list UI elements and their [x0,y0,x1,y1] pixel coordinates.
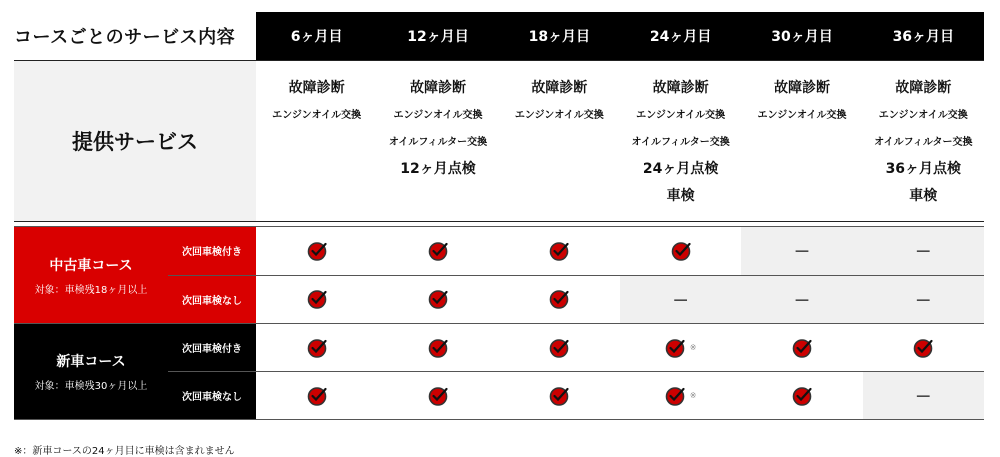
table-row [168,227,984,275]
included-cell [377,276,498,324]
check-circle-icon [307,386,327,406]
service-item: 36ヶ月点検 [885,161,962,177]
service-item: 故障診断 [288,80,345,96]
course-block-used [14,227,984,323]
check-circle-icon [428,289,448,309]
not-included-cell [741,227,862,275]
inspection-option-label: 次回車検付き [168,227,256,275]
check-circle-icon [307,338,327,358]
check-circle-icon [428,241,448,261]
service-item: エンジンオイル交換 [514,110,604,121]
included-cell [256,324,377,371]
course-name-cell [14,227,168,323]
dash-mark: － [915,290,932,310]
course-target: 対象：車検残30ヶ月以上 [34,381,148,392]
dash-mark: － [915,242,932,262]
month-header: 36ヶ月目 [863,12,984,60]
course-name: 新車コース [56,354,126,370]
not-included-cell [620,276,741,324]
service-item: エンジンオイル交換 [636,110,726,121]
inspection-option-label: 次回車検なし [168,372,256,419]
table-row [168,324,984,371]
included-cell [620,324,741,371]
service-column [256,61,377,221]
check-circle-icon [792,338,812,358]
check-circle-icon [428,338,448,358]
service-item: オイルフィルター交換 [631,137,730,148]
check-circle-icon [665,338,685,358]
included-cell [256,227,377,275]
included-cell [499,276,620,324]
services-columns [256,61,984,221]
included-cell [620,227,741,275]
included-cell [377,324,498,371]
included-cell [499,324,620,371]
dash-mark: － [793,242,810,262]
not-included-cell [741,276,862,324]
course-matrix [14,226,984,420]
check-circle-icon [913,338,933,358]
course-name: 中古車コース [49,257,133,274]
included-cell [620,372,741,419]
included-cell [499,227,620,275]
service-item: 故障診断 [652,80,709,96]
dash-mark: － [672,290,689,310]
not-included-cell [863,227,984,275]
check-circle-icon [428,386,448,406]
check-circle-icon [671,241,691,261]
service-item: エンジンオイル交換 [757,110,847,121]
included-cell [256,276,377,324]
inspection-option-label: 次回車検付き [168,324,256,371]
check-circle-icon [792,386,812,406]
dash-mark: － [915,387,932,406]
course-name-cell [14,324,168,419]
check-circle-icon [665,386,685,406]
service-item: 故障診断 [773,80,830,96]
check-circle-icon [307,289,327,309]
service-column [863,61,984,221]
service-item: 車検 [909,188,938,204]
check-circle-icon [549,386,569,406]
service-item: 故障診断 [531,80,588,96]
check-circle-icon [549,241,569,261]
month-header: 30ヶ月目 [741,12,862,60]
included-cell [741,324,862,371]
month-header: 24ヶ月目 [620,12,741,60]
service-item: 車検 [666,188,695,204]
table-row [168,371,984,419]
service-item: エンジンオイル交換 [393,110,483,121]
page-title: コースごとのサービス内容 [14,27,236,48]
service-item: エンジンオイル交換 [878,110,968,121]
service-item: 故障診断 [409,80,466,96]
table-row [168,275,984,324]
check-circle-icon [307,241,327,261]
inspection-option-label: 次回車検なし [168,276,256,324]
note-mark: ※ [689,343,697,352]
included-cell [741,372,862,419]
course-block-newc [14,323,984,419]
services-label: 提供サービス [14,61,256,221]
not-included-cell [863,276,984,324]
service-item: オイルフィルター交換 [874,137,973,148]
note-mark: ※ [689,391,697,400]
service-item: 12ヶ月点検 [400,161,476,177]
service-item: エンジンオイル交換 [272,110,362,121]
service-column [499,61,620,221]
service-table [14,12,984,222]
included-cell [863,324,984,371]
check-circle-icon [549,289,569,309]
included-cell [499,372,620,419]
service-item: オイルフィルター交換 [388,137,488,148]
service-item: 24ヶ月点検 [642,161,719,177]
course-target: 対象：車検残18ヶ月以上 [34,284,148,296]
check-circle-icon [549,338,569,358]
footnote: ※：新車コースの24ヶ月目に車検は含まれません [14,446,235,457]
month-header: 12ヶ月目 [377,12,498,60]
dash-mark: － [793,290,810,310]
not-included-cell [863,372,984,419]
included-cell [256,372,377,419]
service-column [741,61,862,221]
included-cell [377,372,498,419]
services-row [14,60,984,222]
header-row [14,12,984,60]
month-header: 18ヶ月目 [499,12,620,60]
service-item: 故障診断 [895,80,952,96]
month-header: 6ヶ月目 [256,12,377,60]
service-column [620,61,741,221]
service-column [377,61,498,221]
included-cell [377,227,498,275]
